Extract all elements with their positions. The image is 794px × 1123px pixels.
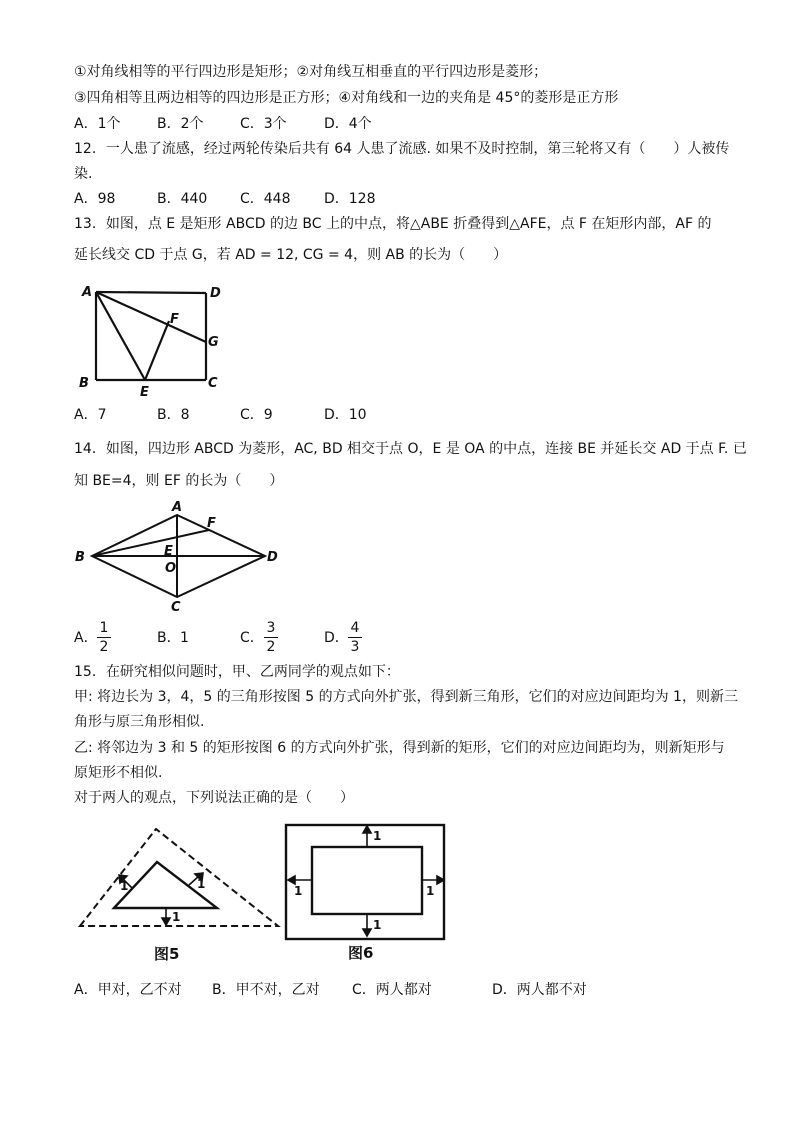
- denominator: 2: [99, 639, 109, 655]
- q11-statement-1: ①对角线相等的平行四边形是矩形；②对角线互相垂直的平行四边形是菱形；: [74, 64, 548, 80]
- q14-option-c-letter: C．: [240, 630, 264, 646]
- label-b: B: [79, 376, 89, 391]
- q15-intro: 15．在研究相似问题时，甲、乙两同学的观点如下：: [74, 664, 400, 680]
- label-f: F: [207, 516, 216, 531]
- label-d: D: [267, 550, 278, 565]
- segment-bf: [92, 530, 209, 556]
- q14-rhombus-figure: [70, 497, 290, 617]
- label-f: F: [170, 312, 179, 327]
- q11-option-c: C．3个: [240, 116, 287, 132]
- distance-label-bottom: 1: [172, 910, 181, 924]
- q13-option-d: D．10: [324, 407, 367, 423]
- q12-option-d: D．128: [324, 191, 376, 207]
- denominator: 3: [350, 639, 360, 655]
- figure-6-caption: 图6: [348, 944, 374, 962]
- q14-option-d-fraction: [348, 620, 362, 655]
- q12-question-line-2: 染.: [74, 166, 93, 182]
- q13-question-line-2: 延长线交 CD 于点 G，若 AD = 12, CG = 4，则 AB 的长为（ ）: [74, 247, 508, 263]
- edge-ad: [96, 292, 206, 293]
- q15-yi-line-2: 原矩形不相似.: [74, 765, 163, 781]
- q14-option-b-value: 1: [180, 630, 189, 646]
- q15-figure-5: [74, 822, 284, 964]
- q15-option-c: C．两人都对: [352, 982, 432, 998]
- q15-figure-6: [282, 822, 448, 964]
- q11-option-b: B．2个: [157, 116, 204, 132]
- q12-option-c: C．448: [240, 191, 291, 207]
- q15-jia-line-2: 角形与原三角形相似.: [74, 714, 205, 730]
- q11-statement-2: ③四角相等且两边相等的四边形是正方形；④对角线和一边的夹角是 45°的菱形是正方形: [74, 90, 619, 106]
- segment-ae: [96, 292, 145, 380]
- distance-label-top: 1: [373, 829, 382, 843]
- q12-option-a: A．98: [74, 191, 116, 207]
- distance-label-left: 1: [120, 879, 129, 893]
- q14-question-line-1: 14．如图，四边形 ABCD 为菱形，AC, BD 相交于点 O，E 是 OA 的中点，连接 BE 并延长交 AD 于点 F. 已: [74, 441, 747, 457]
- label-a: A: [82, 285, 93, 300]
- q13-question-line-1: 13．如图，点 E 是矩形 ABCD 的边 BC 上的中点，将△ABE 折叠得到△AFE，点 F 在矩形内部，AF 的: [74, 216, 712, 232]
- segment-ef: [145, 321, 169, 380]
- numerator: 1: [99, 620, 109, 636]
- q15-option-d: D．两人都不对: [492, 982, 587, 998]
- q12-option-b: B．440: [157, 191, 208, 207]
- q15-option-a: A．甲对，乙不对: [74, 982, 182, 998]
- numerator: 4: [350, 620, 360, 636]
- q15-option-b: B．甲不对，乙对: [212, 982, 320, 998]
- q14-question-line-2: 知 BE=4，则 EF 的长为（ ）: [74, 473, 284, 489]
- label-a: A: [172, 500, 183, 515]
- q11-option-d: D．4个: [324, 116, 372, 132]
- label-g: G: [208, 335, 219, 350]
- q13-option-b: B．8: [157, 407, 190, 423]
- q12-question-line-1: 12．一人患了流感，经过两轮传染后共有 64 人患了流感. 如果不及时控制，第三轮将又有（ ）人被传: [74, 141, 730, 157]
- q15-yi-line-1: 乙: 将邻边为 3 和 5 的矩形按图 6 的方式向外扩张，得到新的矩形，它们的对应边间距均为，则新矩形与: [74, 740, 725, 756]
- original-rectangle: [312, 847, 422, 914]
- q15-question: 对于两人的观点，下列说法正确的是（ ）: [74, 790, 354, 806]
- label-b: B: [75, 550, 85, 565]
- q13-option-c: C．9: [240, 407, 273, 423]
- denominator: 2: [266, 639, 276, 655]
- q13-option-a: A．7: [74, 407, 107, 423]
- label-d: D: [210, 286, 221, 301]
- q11-option-a: A．1个: [74, 116, 121, 132]
- distance-label-right: 1: [426, 884, 435, 898]
- segment-ag: [96, 292, 206, 342]
- label-e: E: [164, 544, 173, 559]
- q13-rectangle-figure: [74, 278, 234, 400]
- q14-option-a-letter: A．: [74, 630, 98, 646]
- figure-5-caption: 图5: [154, 945, 180, 963]
- distance-label-bottom: 1: [373, 918, 382, 932]
- distance-label-left: 1: [294, 884, 303, 898]
- q14-option-d-letter: D．: [324, 630, 349, 646]
- q14-option-b-letter: B．: [157, 630, 181, 646]
- expanded-rectangle: [286, 825, 444, 939]
- label-c: C: [208, 376, 218, 391]
- numerator: 3: [266, 620, 276, 636]
- q15-jia-line-1: 甲: 将边长为 3，4，5 的三角形按图 5 的方式向外扩张，得到新三角形，它们的对应边间距均为 1，则新三: [74, 689, 738, 705]
- label-o: O: [165, 561, 177, 576]
- distance-label-right: 1: [197, 877, 206, 891]
- label-e: E: [140, 385, 149, 400]
- q14-option-a-fraction: [97, 620, 111, 655]
- label-c: C: [171, 600, 181, 615]
- q14-option-c-fraction: [264, 620, 278, 655]
